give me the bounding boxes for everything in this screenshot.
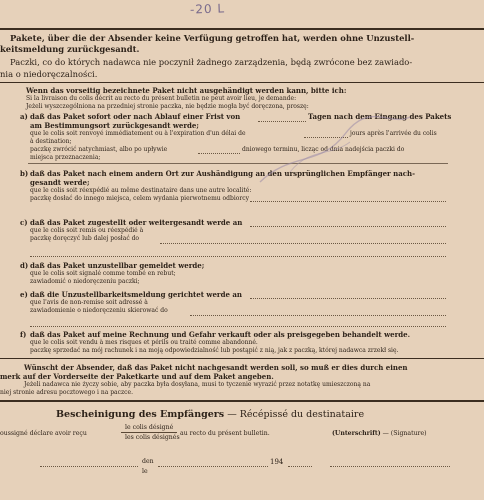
option-e-address-blank3[interactable] <box>30 326 446 327</box>
certificate-place-blank[interactable] <box>40 466 138 467</box>
certificate-suffix: au recto du présent bulletin. <box>180 430 270 437</box>
certificate-title: Bescheinigung des Empfängers <box>56 409 225 420</box>
divider-after-intro <box>0 82 484 83</box>
certificate-title-fr: Récépissé du destinataire <box>239 409 365 420</box>
option-c-fr: que le colis soit remis ou réexpédié à <box>30 227 144 234</box>
forward-note-de1: Wünscht der Absender, daß das Paket nicht nachgesandt werden soll, so muß er dies durch einen <box>24 363 408 372</box>
signature-label: (Unterschrift) <box>332 430 381 437</box>
option-e-de: daß die Unzustellbarkeitsmeldung gerichtet werde an <box>30 290 242 299</box>
option-b-pl: paczkę dosłać do innego miejsca, celem wydania pierwotnemu odbiorcy <box>30 195 249 202</box>
certificate-fraction-line <box>121 432 177 433</box>
option-a-fr1b: jours après l'arrivée du colis <box>350 130 437 137</box>
option-f-pl: paczkę sprzedać na mój rachunek i na moją odpowiedzialność lub postąpić z nią, jak z paczką, której nadawca zrzekł się. <box>30 347 399 354</box>
option-a-pl1: paczkę zwrócić natychmiast, albo po upływie <box>30 146 168 153</box>
option-b-letter: b) <box>20 169 29 178</box>
certificate-year: 194 <box>270 458 284 466</box>
option-e-fr1: que l'avis de non-remise soit adressé à <box>30 299 148 306</box>
certificate-prefix: oussigné déclare avoir reçu <box>0 430 87 437</box>
certificate-year-blank[interactable] <box>288 466 312 467</box>
option-a-de1: daß das Paket sofort oder nach Ablauf einer Frist von <box>30 112 241 121</box>
certificate-date-blank[interactable] <box>158 466 268 467</box>
instructions-de: Wenn das vorseitig bezeichnete Paket nicht ausgehändigt werden kann, bitte ich: <box>26 86 347 95</box>
handwritten-mark: -20 L <box>189 1 226 17</box>
intro-de-line2: keitsmeldung zurückgesandt. <box>0 44 140 54</box>
certificate-le: le <box>142 468 148 475</box>
option-b-address-blank[interactable] <box>250 201 446 202</box>
option-c-address-blank1[interactable] <box>250 226 446 227</box>
handwritten-scribble <box>250 112 420 187</box>
certificate-heading <box>56 409 364 420</box>
option-d-pl: zawiadomić o niedoręczeniu paczki; <box>30 278 140 285</box>
option-a-pl1b: dniowego terminu, licząc od dnia nadejścia paczki do <box>242 146 405 153</box>
option-d-de: daß das Paket unzustellbar gemeldet werde; <box>30 261 205 270</box>
divider-after-options <box>0 358 484 359</box>
instructions-pl: Jeżeli wyszczególniona na przedniej stronie paczka, nie będzie mogła być doręczona, proszę: <box>26 103 309 110</box>
certificate-le-colis: le colis désigné <box>125 424 174 431</box>
option-c-address-blank2[interactable] <box>160 243 446 244</box>
top-border <box>0 28 484 30</box>
option-e-address-blank1[interactable] <box>250 298 446 299</box>
certificate-dash: — <box>227 409 237 420</box>
intro-pl-line1: Paczki, co do których nadawca nie poczynił żadnego zarządzenia, będą zwrócone bez zawiado- <box>10 57 413 67</box>
option-d-fr: que le colis soit signalé comme tombé en rebut; <box>30 270 176 277</box>
signature-label-fr: — (Signature) <box>382 430 427 437</box>
option-c-letter: c) <box>20 218 28 227</box>
option-f-fr: que le colis soit vendu à mes risques et périls ou traité comme abandonné. <box>30 339 258 346</box>
option-d-letter: d) <box>20 261 29 270</box>
intro-de-line1: Pakete, über die der Absender keine Verfügung getroffen hat, werden ohne Unzustell- <box>10 33 415 43</box>
option-b-de1: daß das Paket nach einem andern Ort zur Aushändigung an den ursprünglichen Empfänger nach- <box>30 169 416 178</box>
option-e-fr2: zawiadomienie o niedoręczeniu skierować do <box>30 307 168 314</box>
forward-note-pl2: niej stronie adresu pocztowego i na paczce. <box>0 389 133 396</box>
certificate-les-colis: les colis désignés <box>125 434 180 441</box>
option-a-de2: am Bestimmungsort zurückgesandt werde; <box>30 121 199 130</box>
option-e-letter: e) <box>20 290 28 299</box>
option-c-pl: paczkę doręczyć lub dalej posłać do <box>30 235 140 242</box>
option-a-letter: a) <box>20 112 28 121</box>
option-c-de: daß das Paket zugestellt oder weitergesandt werde an <box>30 218 243 227</box>
option-f-de: daß das Paket auf meine Rechnung und Gefahr verkauft oder als preisgegeben behandelt werde. <box>30 330 411 339</box>
forward-note-pl1: Jeżeli nadawca nie życzy sobie, aby paczka była dosyłana, musi to tyczenie wyrazić przez notatkę umieszczoną na <box>24 381 371 388</box>
forward-note-de2: merk auf der Vorderseite der Paketkarte und auf dem Paket angeben. <box>0 372 274 381</box>
divider-before-certificate <box>0 400 484 402</box>
option-b-de2: gesandt werde; <box>30 178 90 187</box>
option-e-address-blank2[interactable] <box>190 315 446 316</box>
intro-pl-line2: nia o niedoręczalności. <box>0 69 98 79</box>
certificate-signature <box>332 430 427 437</box>
certificate-signature-blank[interactable] <box>330 466 450 467</box>
option-c-address-blank3[interactable] <box>30 256 446 257</box>
option-a-termin-blank[interactable] <box>198 153 240 154</box>
option-f-letter: f) <box>20 330 27 339</box>
option-a-fr1: que le colis soit renvoyé immédiatement ou à l'expiration d'un délai de <box>30 130 246 137</box>
option-a-pl2: miejsca przeznaczenia; <box>30 154 101 161</box>
instructions-fr: Si la livraison du colis décrit au recto du présent bulletin ne peut avoir lieu, je demande: <box>26 95 297 102</box>
option-a-fr2: à destination; <box>30 138 72 145</box>
option-a-de1b: Tagen nach dem Eingang des Pakets <box>308 112 452 121</box>
option-b-fr: que le colis soit réexpédié au même destinataire dans une autre localité: <box>30 187 252 194</box>
certificate-den: den <box>142 458 154 465</box>
